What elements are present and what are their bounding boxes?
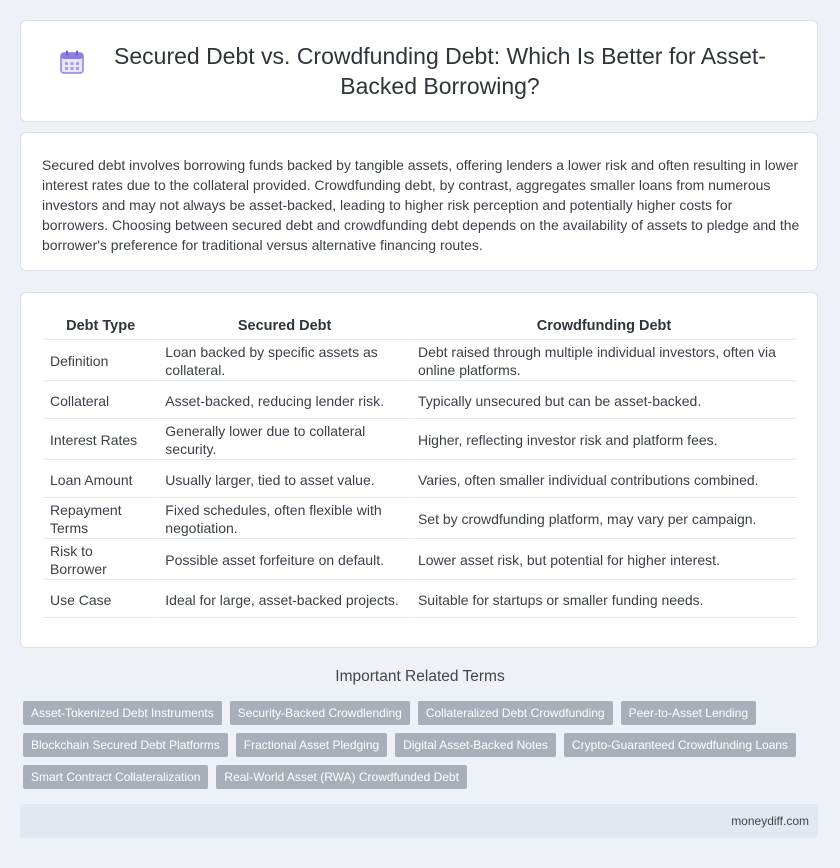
- table-cell: Debt raised through multiple individual investors, often via online platforms.: [412, 342, 796, 381]
- header-card: [20, 20, 818, 122]
- calendar-icon: [59, 49, 85, 75]
- comparison-table-card: [20, 292, 818, 648]
- table-row: [44, 541, 796, 580]
- comparison-table: [42, 311, 798, 620]
- table-cell: Suitable for startups or smaller funding needs.: [412, 582, 796, 618]
- intro-card: [20, 132, 818, 271]
- table-row: [44, 462, 796, 498]
- table-cell: Loan backed by specific assets as collateral.: [159, 342, 410, 381]
- column-header: Secured Debt: [159, 313, 410, 340]
- table-cell: Varies, often smaller individual contributions combined.: [412, 462, 796, 498]
- related-term-tag[interactable]: Asset-Tokenized Debt Instruments: [23, 701, 222, 725]
- table-row: [44, 383, 796, 419]
- table-cell: Loan Amount: [44, 462, 157, 498]
- footer-site-link[interactable]: moneydiff.com: [731, 814, 809, 828]
- related-term-tag[interactable]: Peer-to-Asset Lending: [621, 701, 756, 725]
- table-cell: Collateral: [44, 383, 157, 419]
- table-row: [44, 342, 796, 381]
- table-cell: Definition: [44, 342, 157, 381]
- table-header-row: [44, 313, 796, 340]
- table-cell: Risk to Borrower: [44, 541, 157, 580]
- table-cell: Typically unsecured but can be asset-backed.: [412, 383, 796, 419]
- table-cell: Usually larger, tied to asset value.: [159, 462, 410, 498]
- table-cell: Use Case: [44, 582, 157, 618]
- page-title: Secured Debt vs. Crowdfunding Debt: Which Is Better for Asset-Backed Borrowing?: [114, 43, 766, 99]
- related-term-tag[interactable]: Collateralized Debt Crowdfunding: [418, 701, 613, 725]
- table-cell: Asset-backed, reducing lender risk.: [159, 383, 410, 419]
- related-term-tag[interactable]: Digital Asset-Backed Notes: [395, 733, 556, 757]
- column-header: Debt Type: [44, 313, 157, 340]
- table-cell: Possible asset forfeiture on default.: [159, 541, 410, 580]
- table-cell: Fixed schedules, often flexible with negotiation.: [159, 500, 410, 539]
- table-cell: Lower asset risk, but potential for higher interest.: [412, 541, 796, 580]
- related-terms-tags: [23, 701, 813, 797]
- related-terms-heading: Important Related Terms: [335, 668, 505, 685]
- table-cell: Interest Rates: [44, 421, 157, 460]
- table-cell: Generally lower due to collateral security.: [159, 421, 410, 460]
- related-term-tag[interactable]: Blockchain Secured Debt Platforms: [23, 733, 228, 757]
- intro-paragraph: Secured debt involves borrowing funds backed by tangible assets, offering lenders a lower risk and often resulting in lower interest rates due to the collateral provided. Crowdfunding debt, by contrast, aggregates smaller loans from numerous investors and may not always be asset-backed, leading to higher risk perception and potentially higher costs for borrowers. Choosing between secured debt and crowdfunding debt depends on the availability of assets to pledge and the borrower's preference for traditional versus alternative financing routes.: [42, 157, 800, 253]
- table-row: [44, 500, 796, 539]
- table-cell: Repayment Terms: [44, 500, 157, 539]
- related-term-tag[interactable]: Crypto-Guaranteed Crowdfunding Loans: [564, 733, 796, 757]
- related-term-tag[interactable]: Security-Backed Crowdlending: [230, 701, 410, 725]
- related-term-tag[interactable]: Fractional Asset Pledging: [236, 733, 387, 757]
- table-cell: Higher, reflecting investor risk and platform fees.: [412, 421, 796, 460]
- table-row: [44, 582, 796, 618]
- table-cell: Set by crowdfunding platform, may vary per campaign.: [412, 500, 796, 539]
- table-row: [44, 421, 796, 460]
- table-cell: Ideal for large, asset-backed projects.: [159, 582, 410, 618]
- footer: [20, 804, 818, 838]
- column-header: Crowdfunding Debt: [412, 313, 796, 340]
- related-term-tag[interactable]: Smart Contract Collateralization: [23, 765, 208, 789]
- related-term-tag[interactable]: Real-World Asset (RWA) Crowdfunded Debt: [216, 765, 467, 789]
